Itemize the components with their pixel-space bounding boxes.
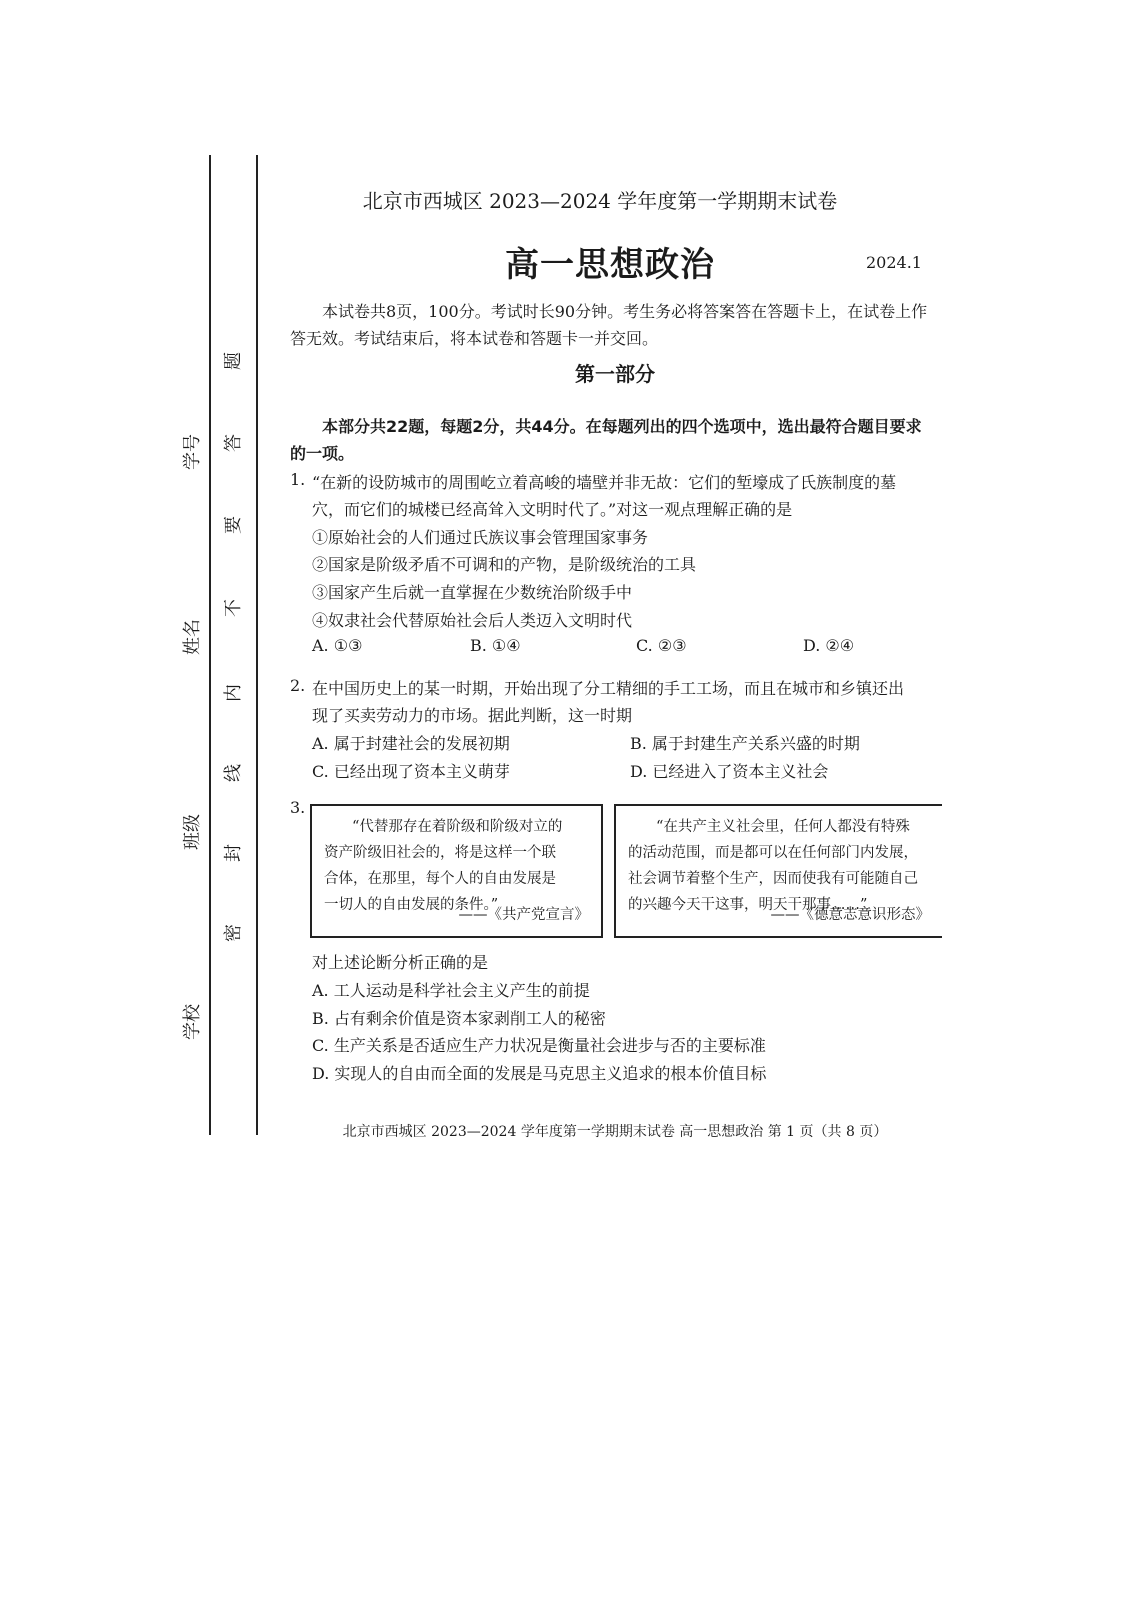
binding-line-inner bbox=[256, 155, 258, 1135]
q2-option-b: B. 属于封建生产关系兴盛的时期 bbox=[630, 734, 860, 753]
q2-option-d: D. 已经进入了资本主义社会 bbox=[630, 762, 829, 781]
q1-stem-line-1: “在新的设防城市的周围屹立着高峻的墙壁并非无故：它们的堑壕成了氏族制度的墓 bbox=[312, 473, 897, 492]
q1-stem-line-2: 穴，而它们的城楼已经高耸入文明时代了。”对这一观点理解正确的是 bbox=[312, 500, 793, 519]
instructions-line-1: 本试卷共8页，100分。考试时长90分钟。考生务必将答案答在答题卡上，在试卷上作 bbox=[322, 302, 928, 321]
q3-quote-right-source: ——《德意志意识形态》 bbox=[770, 907, 930, 923]
part-intro bbox=[290, 413, 940, 467]
q3-quote-left-line-3: 合体，在那里，每个人的自由发展是 bbox=[324, 871, 556, 887]
q3-quote-left-line-2: 资产阶级旧社会的，将是这样一个联 bbox=[324, 845, 556, 861]
q3-number: 3. bbox=[290, 798, 306, 817]
field-name: 姓名 bbox=[182, 619, 203, 655]
q2-number: 2. bbox=[290, 676, 306, 695]
part-heading: 第一部分 bbox=[575, 362, 655, 386]
instructions bbox=[290, 298, 940, 352]
instructions-line-2: 答无效。考试结束后，将本试卷和答题卡一并交回。 bbox=[290, 329, 659, 348]
q1-option-a: A. ①③ bbox=[312, 636, 363, 655]
field-student-id: 学号 bbox=[182, 434, 203, 470]
field-school: 学校 bbox=[182, 1004, 203, 1040]
q3-quote-left-line-1: “代替那存在着阶级和阶级对立的 bbox=[352, 819, 563, 835]
q2-option-c: C. 已经出现了资本主义萌芽 bbox=[312, 762, 510, 781]
q1-item-4: ④奴隶社会代替原始社会后人类迈入文明时代 bbox=[312, 611, 633, 630]
seal-char-4: 内 bbox=[223, 684, 244, 702]
seal-char-6: 要 bbox=[223, 516, 244, 534]
q1-option-d: D. ②④ bbox=[803, 636, 855, 655]
seal-char-8: 题 bbox=[223, 352, 244, 370]
field-class: 班级 bbox=[182, 814, 203, 850]
q3-option-b: B. 占有剩余价值是资本家剥削工人的秘密 bbox=[312, 1009, 606, 1028]
q2-option-a: A. 属于封建社会的发展初期 bbox=[312, 734, 510, 753]
exam-subject: 高一思想政治 bbox=[505, 245, 715, 285]
page-footer: 北京市西城区 2023—2024 学年度第一学期期末试卷 高一思想政治 第 1 页（共 8 页） bbox=[342, 1124, 888, 1140]
q3-option-d: D. 实现人的自由而全面的发展是马克思主义追求的根本价值目标 bbox=[312, 1064, 767, 1083]
seal-char-5: 不 bbox=[223, 599, 244, 617]
q3-quote-left-source: ——《共产党宣言》 bbox=[458, 907, 589, 923]
exam-title: 北京市西城区 2023—2024 学年度第一学期期末试卷 bbox=[362, 189, 838, 213]
q1-option-b: B. ①④ bbox=[470, 636, 521, 655]
q1-number: 1. bbox=[290, 470, 306, 489]
seal-char-3: 线 bbox=[223, 764, 244, 782]
q1-item-3: ③国家产生后就一直掌握在少数统治阶级手中 bbox=[312, 583, 633, 602]
q3-option-c: C. 生产关系是否适应生产力状况是衡量社会进步与否的主要标准 bbox=[312, 1036, 766, 1055]
seal-char-7: 答 bbox=[223, 434, 244, 452]
q3-quote-right-line-4: 的兴趣今天干这事，明天干那事……” bbox=[628, 897, 868, 913]
q3-quote-right-line-3: 社会调节着整个生产，因而使我有可能随自己 bbox=[628, 871, 918, 887]
part-intro-line-2: 的一项。 bbox=[290, 444, 355, 463]
seal-char-2: 封 bbox=[223, 844, 244, 862]
q2-stem-line-1: 在中国历史上的某一时期，开始出现了分工精细的手工工场，而且在城市和乡镇还出 bbox=[312, 679, 905, 698]
q3-quote-right bbox=[614, 804, 942, 938]
q3-quote-right-line-2: 的活动范围，而是都可以在任何部门内发展， bbox=[628, 845, 918, 861]
q1-item-2: ②国家是阶级矛盾不可调和的产物，是阶级统治的工具 bbox=[312, 555, 697, 574]
q3-quote-left bbox=[310, 804, 603, 938]
binding-line-outer bbox=[209, 155, 211, 1135]
q2-stem-line-2: 现了买卖劳动力的市场。据此判断，这一时期 bbox=[312, 706, 633, 725]
q3-option-a: A. 工人运动是科学社会主义产生的前提 bbox=[312, 981, 590, 1000]
q3-stem: 对上述论断分析正确的是 bbox=[312, 953, 489, 972]
exam-date: 2024.1 bbox=[866, 253, 922, 272]
q1-option-c: C. ②③ bbox=[636, 636, 687, 655]
part-intro-line-1: 本部分共22题，每题2分，共44分。在每题列出的四个选项中，选出最符合题目要求 bbox=[322, 417, 922, 436]
q3-quote-left-line-4: 一切人的自由发展的条件。” bbox=[324, 897, 499, 913]
seal-char-1: 密 bbox=[223, 924, 244, 942]
q1-item-1: ①原始社会的人们通过氏族议事会管理国家事务 bbox=[312, 528, 649, 547]
q3-quote-right-line-1: “在共产主义社会里，任何人都没有特殊 bbox=[656, 819, 910, 835]
